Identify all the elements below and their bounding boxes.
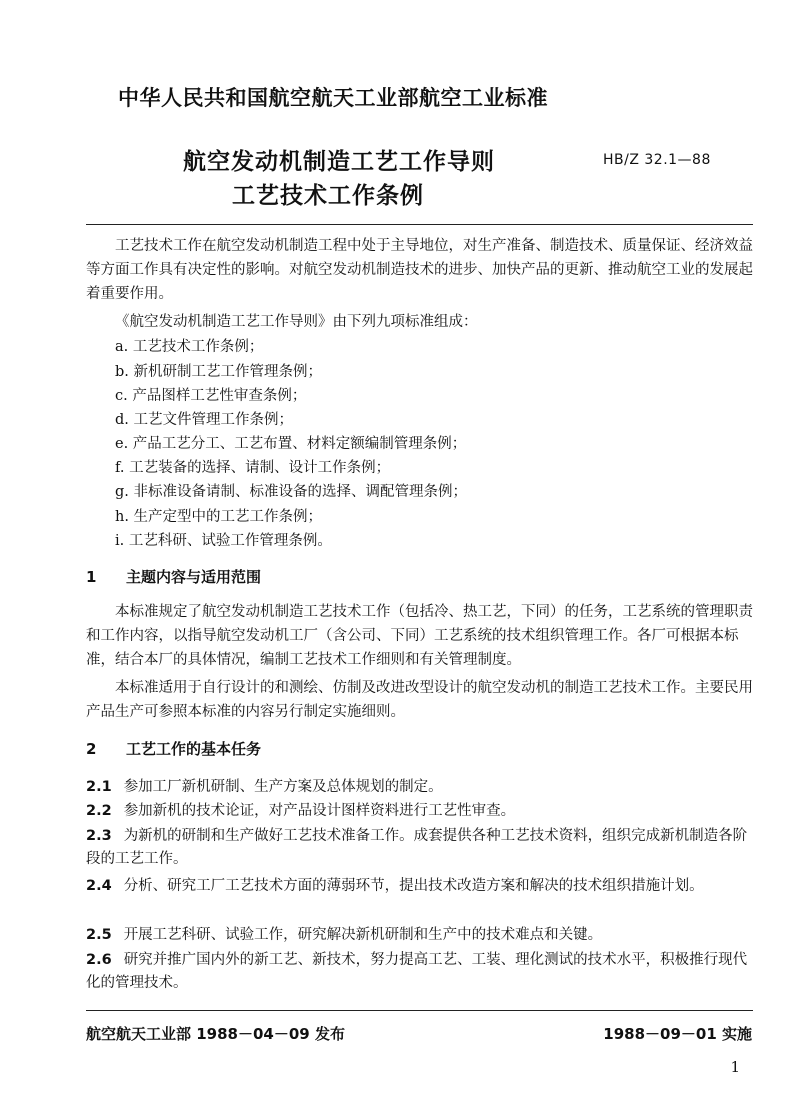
section-number: 1 [86,568,97,586]
clause-text: 分析、研究工厂工艺技术方面的薄弱环节，提出技术改造方案和解决的技术组织措施计划。 [123,878,704,894]
list-item: a. 工艺技术工作条例； [115,339,264,355]
clause [86,949,753,995]
clause [86,825,753,871]
clause [86,800,753,823]
standard-code: HB/Z 32.1—88 [603,152,711,168]
clause-text: 为新机的研制和生产做好工艺技术准备工作。成套提供各种工艺技术资料，组织完成新机制造各阶段的工艺工作。 [86,828,748,867]
clause-number: 2.1 [86,779,112,795]
clause [86,924,753,947]
clause-text: 参加工厂新机研制、生产方案及总体规划的制定。 [123,779,443,795]
section-heading [86,738,261,759]
section-number: 2 [86,740,97,758]
list-item: i. 工艺科研、试验工作管理条例。 [115,533,332,549]
list-item: f. 工艺装备的选择、请制、设计工作条例； [115,460,391,476]
clause [86,776,753,799]
list-item: h. 生产定型中的工艺工作条例； [115,509,323,525]
clause-number: 2.4 [86,878,112,894]
effective-date: 1988－09－01 实施 [603,1025,752,1043]
clause-number: 2.2 [86,803,112,819]
list-item: d. 工艺文件管理工作条例； [115,412,293,428]
section-title: 工艺工作的基本任务 [126,740,262,758]
clause-number: 2.5 [86,927,112,943]
clause-text: 开展工艺科研、试验工作，研究解决新机研制和生产中的技术难点和关键。 [123,927,603,943]
footer-divider [86,1010,753,1011]
intro-paragraph: 工艺技术工作在航空发动机制造工程中处于主导地位，对生产准备、制造技术、质量保证、经济效益等方面工作具有决定性的影响。对航空发动机制造技术的进步、加快产品的更新、推动航空工业的发展起着重要作用。 [86,238,753,302]
list-item: c. 产品图样工艺性审查条例； [115,388,307,404]
section1-paragraph2: 本标准适用于自行设计的和测绘、仿制及改进改型设计的航空发动机的制造工艺技术工作。主要民用产品生产可参照本标准的内容另行制定实施细则。 [86,680,753,720]
clause-text: 研究并推广国内外的新工艺、新技术，努力提高工艺、工装、理化测试的技术水平，积极推行现代化的管理技术。 [86,952,748,991]
list-item: e. 产品工艺分工、工艺布置、材料定额编制管理条例； [115,436,467,452]
clause-text: 参加新机的技术论证，对产品设计图样资料进行工艺性审查。 [123,803,516,819]
document-subtitle: 工艺技术工作条例 [232,183,424,209]
document-title: 航空发动机制造工艺工作导则 [183,149,495,175]
list-intro: 《航空发动机制造工艺工作导则》由下列九项标准组成： [115,314,478,330]
section-title: 主题内容与适用范围 [126,568,262,586]
section1-paragraph1: 本标准规定了航空发动机制造工艺技术工作（包括冷、热工艺，下同）的任务，工艺系统的管理职责和工作内容，以指导航空发动机工厂（含公司、下同）工艺系统的技术组织管理工作。各厂可根据本标准，结合本厂的具体情况，编制工艺技术工作细则和有关管理制度。 [86,604,753,668]
issue-date: 航空航天工业部 1988－04－09 发布 [86,1025,345,1043]
list-item: g. 非标准设备请制、标准设备的选择、调配管理条例； [115,484,467,500]
section-heading [86,566,261,587]
page-number: 1 [730,1058,740,1076]
clause-number: 2.6 [86,952,112,968]
clause-number: 2.3 [86,828,112,844]
list-item: b. 新机研制工艺工作管理条例； [115,364,322,380]
standard-organization: 中华人民共和国航空航天工业部航空工业标准 [118,86,548,110]
header-divider [86,224,753,225]
clause [86,875,753,898]
